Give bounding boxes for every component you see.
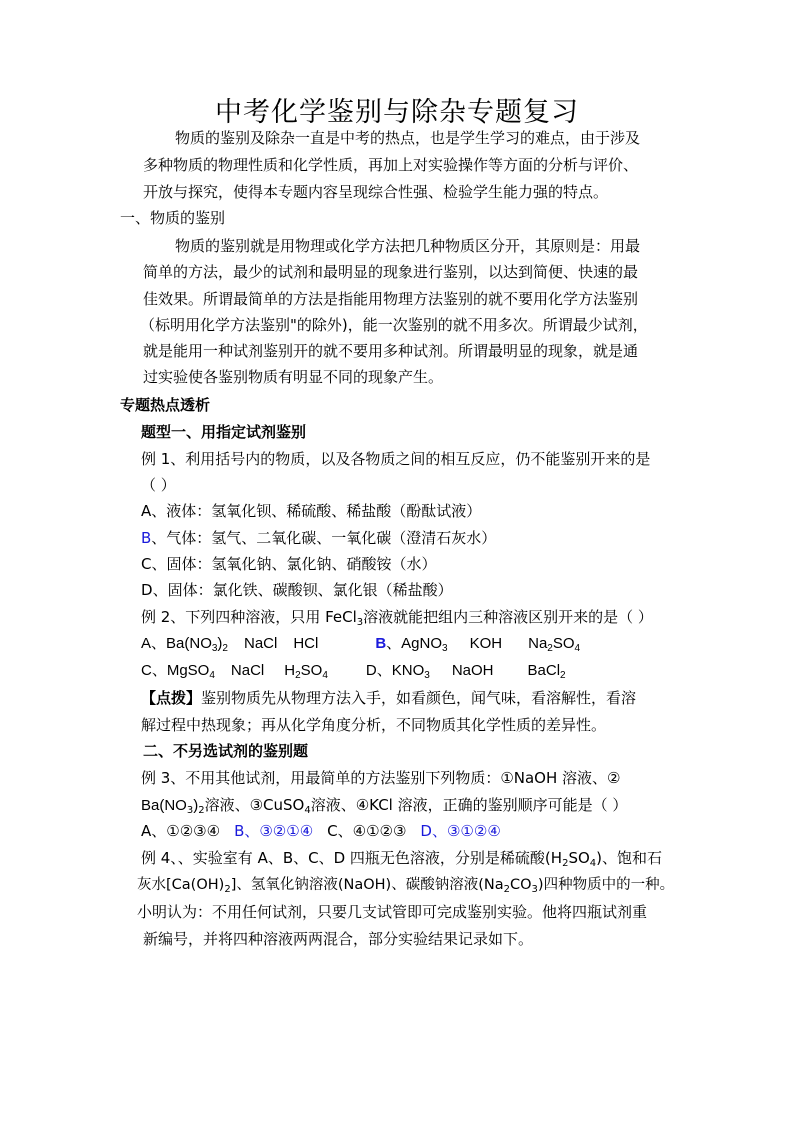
ex1-question-line-1: 例 1、利用括号内的物质，以及各物质之间的相互反应，仍不能鉴别开来的是	[141, 450, 651, 468]
formula: $Ba(NO_3)_2$	[166, 635, 228, 654]
ex3-line-1: 例 3、不用其他试剂，用最简单的方法鉴别下列物质：①NaOH 溶液、②	[141, 769, 621, 787]
ex4-line-2: 灰水$[Ca(OH)_2]$、氢氧化钠溶液(NaOH)、碳酸钠溶液$(Na_2CO_3)$四种物质中的一种。	[137, 877, 675, 895]
formula: $H_2SO_4$	[284, 662, 328, 681]
ex1-option-b	[141, 528, 496, 548]
ex2-option-a-label: A、	[141, 635, 167, 652]
option-text: 、固体：氯化铁、碳酸钡、氯化银（稀盐酸）	[152, 581, 453, 599]
type1-heading: 题型一、用指定试剂鉴别	[141, 423, 307, 441]
section1-line-6: 过实验使各鉴别物质有明显不同的现象产生。	[143, 368, 444, 386]
ex2-option-d-label: D、	[365, 662, 392, 679]
ex1-option-d	[141, 580, 453, 600]
ex3-option-b: B、③②①④	[234, 822, 314, 840]
ex4-line-1: 例 4、、实验室有 A、B、C、D 四瓶无色溶液，分别是稀硫酸$(H_2SO_4)$、饱和石	[141, 849, 662, 869]
section1-line-2: 简单的方法，最少的试剂和最明显的现象进行鉴别，以达到简便、快速的最	[143, 263, 639, 281]
intro-line-2: 多种物质的物理性质和化学性质，再加上对实验操作等方面的分析与评价、	[143, 156, 639, 174]
formula: $Na_2SO_4$	[528, 635, 581, 654]
ex1-option-a	[141, 501, 481, 521]
page-title: 中考化学鉴别与除杂专题复习	[215, 97, 579, 128]
formula: MgSO$_4$	[166, 662, 215, 681]
ex4-line-3: 小明认为：不用任何试剂，只要几支试管即可完成鉴别实验。他将四瓶试剂重	[137, 903, 648, 921]
tip-line-1	[141, 688, 636, 708]
ex2-question-pre: 例 2、下列四种溶液，只用 FeCl	[141, 608, 357, 626]
subscript: 3	[356, 617, 364, 628]
option-text: 、固体：氢氧化钠、氯化钠、硝酸铵（水）	[151, 555, 437, 573]
ex3-line-2: $Ba(NO_3)_2$溶液、③CuSO$_4$溶液、④KCl 溶液，正确的鉴别顺序可能是（ ）	[141, 796, 628, 816]
ex2-options-row-1	[141, 634, 580, 654]
ex1-question-line-2: （ ）	[141, 476, 176, 494]
section1-line-1: 物质的鉴别就是用物理或化学方法把几种物质区分开，其原则是：用最	[175, 237, 641, 255]
option-letter: D	[141, 581, 153, 599]
ex2-question	[141, 607, 653, 627]
ex4-line-4: 新编号，并将四种溶液两两混合，部分实验结果记录如下。	[143, 930, 534, 948]
ex3-options	[141, 821, 501, 841]
ex3-option-a: A、①②③④	[141, 822, 221, 840]
formula: $KNO_3$	[391, 662, 430, 681]
option-text: 、液体：氢氧化钡、稀硫酸、稀盐酸（酚酞试液）	[151, 502, 482, 520]
ex2-option-b-label: B	[375, 635, 387, 652]
intro-line-3: 开放与探究，使得本专题内容呈现综合性强、检验学生能力强的特点。	[143, 183, 609, 201]
tip-text: 鉴别物质先从物理方法入手，如看颜色，闻气味，看溶解性，看溶	[201, 689, 637, 707]
option-letter: B	[141, 529, 152, 547]
hotspot-heading: 专题热点透析	[120, 396, 211, 414]
intro-line-1: 物质的鉴别及除杂一直是中考的热点，也是学生学习的难点，由于涉及	[175, 129, 641, 147]
option-letter: C	[141, 555, 152, 573]
formula: BaCl$_2$	[527, 662, 566, 681]
formula: 、AgNO$_3$	[386, 635, 448, 654]
formula: NaCl	[243, 635, 278, 652]
type2-heading: 二、不另选试剂的鉴别题	[143, 742, 309, 760]
ex1-option-c	[141, 554, 437, 574]
option-text: 、气体：氢气、二氧化碳、一氧化碳（澄清石灰水）	[151, 529, 497, 547]
section1-line-5: 就是能用一种试剂鉴别开的就不要用多种试剂。所谓最明显的现象，就是通	[143, 342, 639, 360]
ex3-option-d: D、③①②④	[420, 822, 501, 840]
section1-line-3: 佳效果。所谓最简单的方法是指能用物理方法鉴别的就不要用化学方法鉴别	[143, 290, 639, 308]
ex2-options-row-2	[141, 661, 566, 681]
section-heading-identification: 一、物质的鉴别	[120, 209, 226, 227]
ex2-question-post: 溶液就能把组内三种溶液区别开来的是（ ）	[363, 608, 653, 626]
formula: HCl	[293, 635, 319, 652]
option-letter: A	[141, 502, 152, 520]
ex2-option-c-label: C、	[141, 662, 167, 679]
formula: NaOH	[451, 662, 494, 679]
formula: NaCl	[230, 662, 265, 679]
section1-line-4: （标明用化学方法鉴别"的除外)，能一次鉴别的就不用多次。所谓最少试剂，	[140, 316, 648, 334]
ex3-option-c: C、④①②③	[327, 822, 407, 840]
tip-tag: 【点拨】	[141, 689, 202, 707]
tip-line-2: 解过程中热现象；再从化学角度分析，不同物质其化学性质的差异性。	[141, 716, 607, 734]
formula: KOH	[469, 635, 503, 652]
